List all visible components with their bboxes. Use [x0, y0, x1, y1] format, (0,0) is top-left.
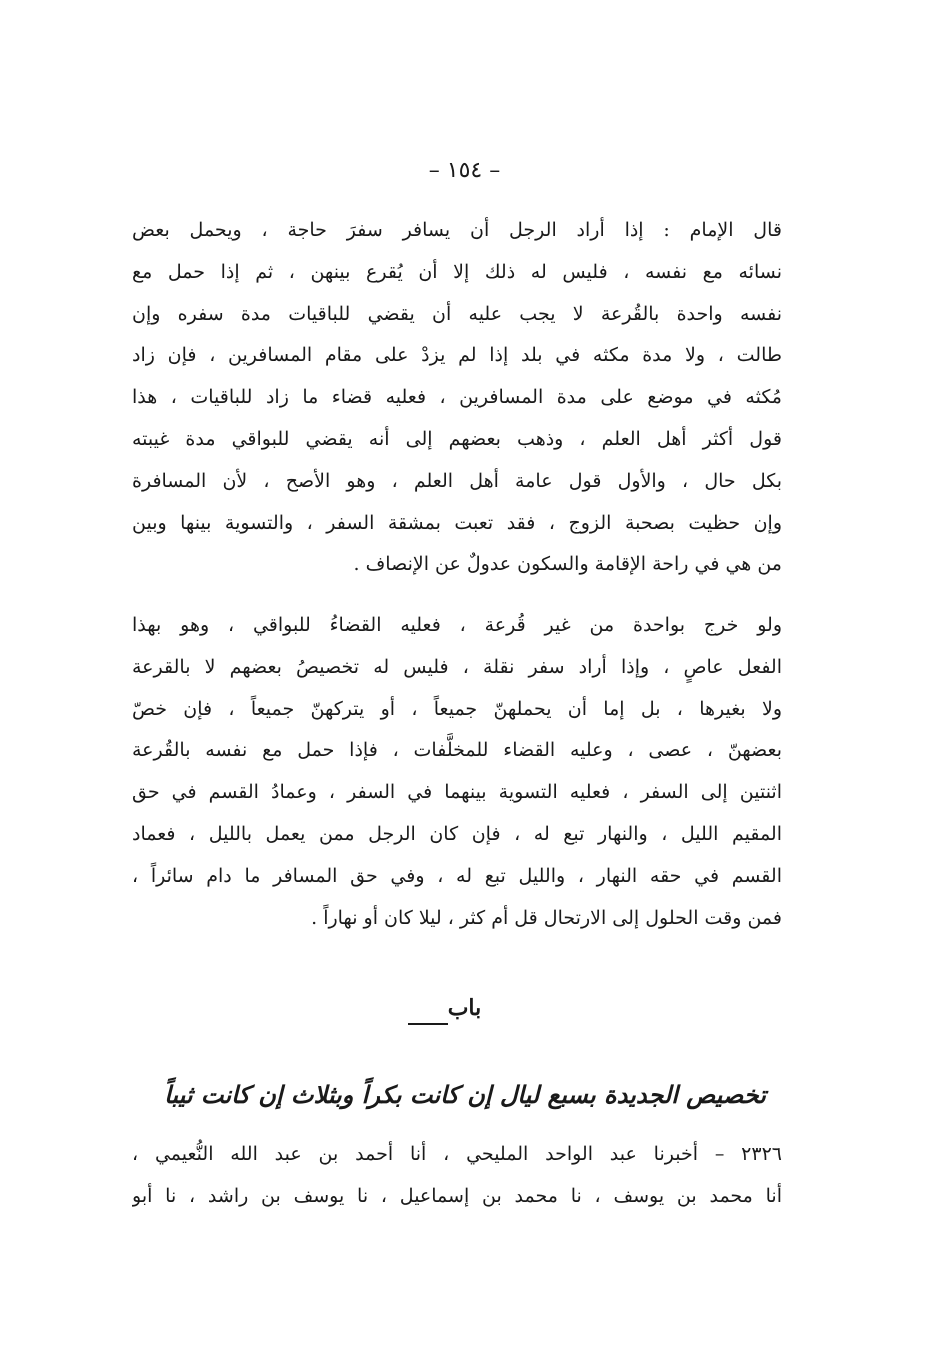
text-line: المقيم الليل ، والنهار تبع له ، فإن كان الرجل ممن يعمل بالليل ، فعماد — [132, 822, 782, 845]
text-line: ولا بغيرها ، بل إما أن يحملهنّ جميعاً ، أو يتركهنّ جميعاً ، فإن خصّ — [132, 697, 782, 720]
chapter-underline — [408, 1023, 448, 1025]
text-line: بكل حال ، والأول قول عامة أهل العلم ، وهو الأصح ، لأن المسافرة — [132, 469, 782, 492]
section-heading: تخصيص الجديدة بسبع ليال إن كانت بكراً وبثلاث إن كانت ثيباً — [164, 1080, 766, 1109]
text-line: قال الإمام : إذا أراد الرجل أن يسافر سفرَ حاجة ، ويحمل بعض — [132, 219, 782, 241]
page-number: – ١٥٤ – — [428, 158, 501, 183]
text-line: ٢٣٢٦ – أخبرنا عبد الواحد المليحي ، أنا أحمد بن عبد الله النُّعيمي ، — [132, 1143, 782, 1165]
text-line: اثنتين إلى السفر ، فعليه التسوية بينهما في السفر ، وعمادُ القسم في حق — [132, 781, 782, 804]
text-line: القسم في حقه النهار ، والليل تبع له ، وفي حق المسافر ما دام سائراً ، — [132, 864, 782, 887]
text-line: مُكثه في موضع على مدة المسافرين ، فعليه قضاء ما زاد للباقيات ، هذا — [132, 386, 782, 409]
text-line: وإن حظيت بصحبة الزوج ، فقد تعبت بمشقة السفر ، والتسوية بينها وبين — [132, 511, 782, 534]
text-line: طالت ، ولا مدة مكثه في بلد إذا لم يزدْ على مقام المسافرين ، فإن زاد — [132, 344, 782, 367]
text-line: الفعل عاصٍ ، وإذا أراد سفر نقلة ، فليس له تخصيصُ بعضهم لا بالقرعة — [132, 655, 782, 678]
paragraph-2 — [132, 605, 782, 939]
text-line: قول أكثر أهل العلم ، وذهب بعضهم إلى أنه يقضي للبواقي مدة غيبته — [132, 427, 782, 450]
text-line: نسائه مع نفسه ، فليس له ذلك إلا أن يُقرع بينهن ، ثم إذا حمل مع — [132, 260, 782, 283]
chapter-label: باب — [447, 995, 482, 1021]
text-line: نفسه واحدة بالقُرعة لا يجب عليه أن يقضي للباقيات مدة سفره وإن — [132, 302, 782, 325]
text-line: أنا محمد بن يوسف ، نا محمد بن إسماعيل ، نا يوسف بن راشد ، نا أبو — [132, 1184, 782, 1207]
paragraph-1 — [132, 210, 782, 586]
text-line: من هي في راحة الإقامة والسكون عدولٌ عن الإنصاف . — [353, 553, 782, 576]
paragraph-3 — [132, 1134, 782, 1218]
text-line: ولو خرج بواحدة من غير قُرعة ، فعليه القضاءُ للبواقي ، وهو بهذا — [132, 614, 782, 636]
text-line: فمن وقت الحلول إلى الارتحال قل أم كثر ، ليلا كان أو نهاراً . — [311, 906, 782, 929]
text-line: بعضهنّ ، عصى ، وعليه القضاء للمخلَّفات ، فإذا حمل مع نفسه بالقُرعة — [132, 739, 782, 762]
